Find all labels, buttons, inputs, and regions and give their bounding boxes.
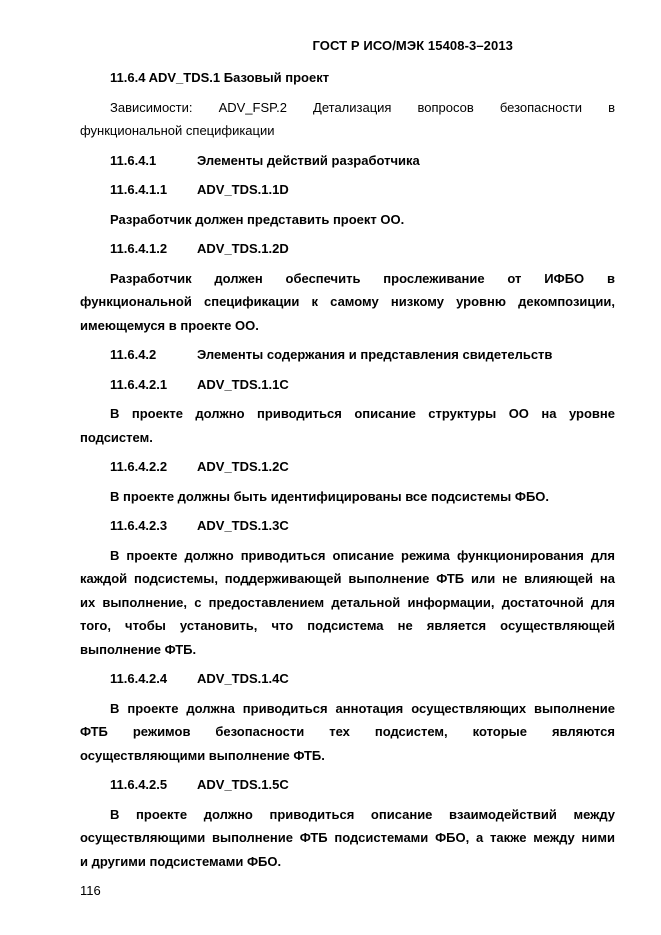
section-name: Базовый проект xyxy=(223,70,330,85)
element-title: Элементы действий разработчика xyxy=(197,152,420,168)
element-number: 11.6.4.2.1 xyxy=(110,376,168,392)
element-paragraph xyxy=(80,803,615,874)
element-title: Элементы содержания и представления свидетельств xyxy=(197,347,553,362)
element-title: ADV_TDS.1.2C xyxy=(197,459,289,474)
paragraph-line: В проекте должны быть идентифицированы все подсистемы ФБО. xyxy=(110,488,550,504)
element-number: 11.6.4.2.2 xyxy=(110,459,168,474)
paragraph-line: Разработчик должен представить проект ОО. xyxy=(110,211,405,227)
element-number: 11.6.4.2.4 xyxy=(110,671,168,686)
element-number: 11.6.4.1.2 xyxy=(110,241,168,256)
dependencies-line-2: функциональной спецификации xyxy=(80,123,275,138)
element-heading xyxy=(80,149,615,173)
element-number: 11.6.4.2.5 xyxy=(110,777,168,792)
element-paragraph xyxy=(80,267,615,338)
element-number: 11.6.4.2.3 xyxy=(110,518,168,533)
section-code: ADV_TDS.1 xyxy=(148,70,221,85)
element-list xyxy=(80,149,615,880)
element-heading xyxy=(80,514,615,538)
paragraph-line: В проекте должно приводиться описание взаимодействий между xyxy=(110,806,615,822)
paragraph-line: функциональной спецификации к самому низкому уровню декомпозиции, xyxy=(80,294,615,309)
dependencies-line-1: Зависимости: ADV_FSP.2 Детализация вопросов безопасности в xyxy=(110,99,615,115)
paragraph-line: осуществляющими выполнение ФТБ подсистемами ФБО, а также между ними xyxy=(80,830,615,845)
page-number: 116 xyxy=(80,883,101,898)
paragraph-line: ФТБ режимов безопасности тех подсистем, которые являются xyxy=(80,724,615,739)
element-heading xyxy=(80,667,615,691)
element-paragraph xyxy=(80,402,615,449)
paragraph-line: осуществляющими выполнение ФТБ. xyxy=(80,747,325,763)
element-title: ADV_TDS.1.4C xyxy=(197,671,289,686)
paragraph-line: Разработчик должен обеспечить прослеживание от ИФБО в xyxy=(110,270,615,286)
paragraph-line: В проекте должно приводиться описание режима функционирования для xyxy=(110,547,615,563)
element-heading xyxy=(80,373,615,397)
element-title: ADV_TDS.1.3C xyxy=(197,518,289,533)
section-heading xyxy=(80,66,615,90)
document-header: ГОСТ Р ИСО/МЭК 15408-3–2013 xyxy=(312,38,513,53)
element-paragraph xyxy=(80,208,615,232)
paragraph-line: выполнение ФТБ. xyxy=(80,641,197,657)
element-heading xyxy=(80,773,615,797)
element-paragraph xyxy=(80,544,615,662)
element-heading xyxy=(80,237,615,261)
element-number: 11.6.4.1.1 xyxy=(110,182,168,197)
paragraph-line: их выполнение, с предоставлением детальной информации, достаточной для xyxy=(80,594,615,610)
paragraph-line: имеющемуся в проекте ОО. xyxy=(80,317,259,333)
element-number: 11.6.4.1 xyxy=(110,152,157,168)
element-title: ADV_TDS.1.2D xyxy=(197,241,289,256)
element-paragraph xyxy=(80,697,615,768)
element-paragraph xyxy=(80,485,615,509)
paragraph-line: В проекте должна приводиться аннотация осуществляющих выполнение xyxy=(110,700,615,716)
element-title: ADV_TDS.1.5C xyxy=(197,777,289,792)
element-heading xyxy=(80,343,615,367)
element-number: 11.6.4.2 xyxy=(110,347,157,362)
paragraph-line: каждой подсистемы, поддерживающей выполнение ФТБ или не влияющей на xyxy=(80,571,615,586)
section-number: 11.6.4 xyxy=(110,70,146,85)
paragraph-line: В проекте должно приводиться описание структуры ОО на уровне xyxy=(110,406,615,421)
paragraph-line: подсистем. xyxy=(80,429,153,445)
paragraph-line: того, чтобы установить, что подсистема не является осуществляющей xyxy=(80,618,615,633)
document-body xyxy=(80,66,615,879)
paragraph-line: и другими подсистемами ФБО. xyxy=(80,853,282,869)
element-title: ADV_TDS.1.1D xyxy=(197,182,289,197)
element-heading xyxy=(80,178,615,202)
element-title: ADV_TDS.1.1C xyxy=(197,376,289,392)
element-heading xyxy=(80,455,615,479)
